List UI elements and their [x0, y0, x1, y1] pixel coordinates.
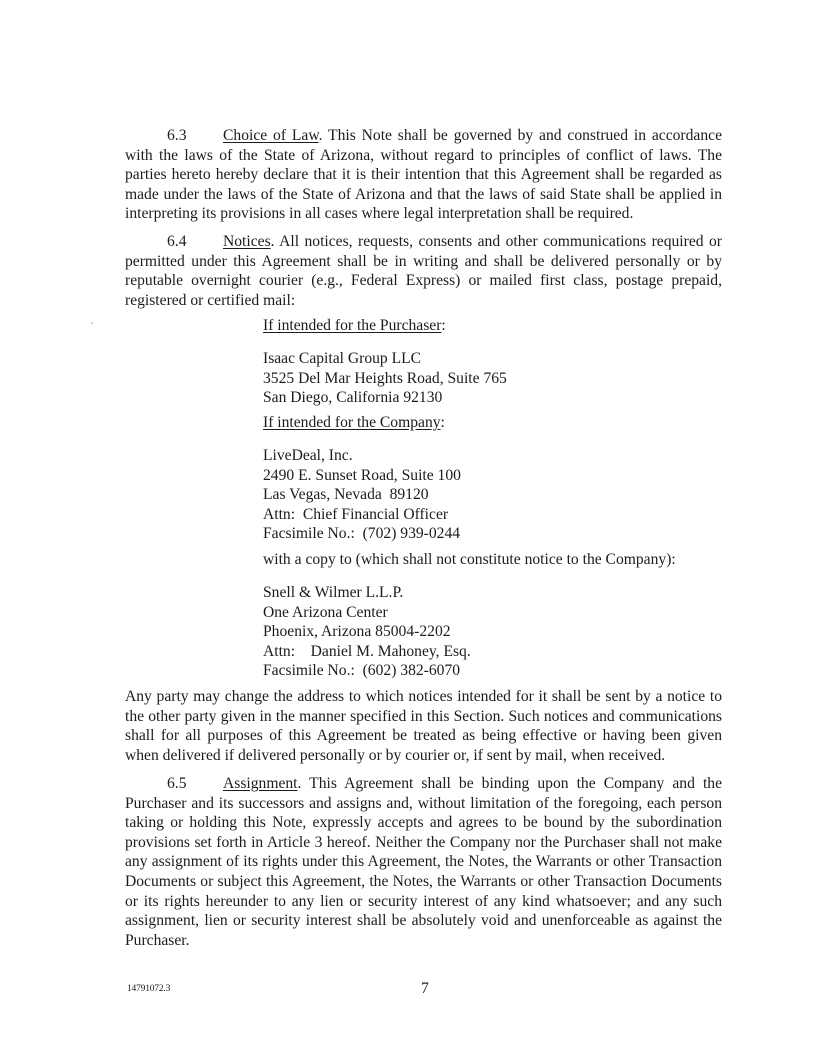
- address-line: Las Vegas, Nevada 89120: [263, 486, 429, 504]
- company-label-block: [263, 413, 723, 433]
- company-label: If intended for the Company: [263, 414, 441, 431]
- address-line: Snell & Wilmer L.L.P.: [263, 584, 404, 601]
- company-address: [263, 446, 723, 544]
- section-heading: Notices: [223, 233, 271, 250]
- address-line: Phoenix, Arizona 85004-2202: [263, 623, 451, 641]
- purchaser-label: If intended for the Purchaser: [263, 317, 442, 334]
- address-line: 3525 Del Mar Heights Road, Suite 765: [263, 369, 507, 387]
- section-heading: Assignment: [223, 775, 298, 792]
- colon: :: [440, 414, 445, 431]
- address-line: LiveDeal, Inc.: [263, 447, 353, 464]
- section-number: 6.4: [167, 233, 187, 250]
- section-6-3: [125, 126, 722, 224]
- scan-speck: [91, 322, 93, 324]
- section-6-5: [125, 774, 722, 950]
- change-of-address-paragraph: Any party may change the address to which notices intended for it shall be sent by a notice to the other party given in the manner specified in this Section. Such notices and communications shall for all purposes of this Agreement be treated as being effective or having been given when delivered if delivered personally or by courier or, if sent by mail, when received.: [125, 688, 722, 764]
- address-line: Facsimile No.: (702) 939-0244: [263, 525, 461, 543]
- address-line: Isaac Capital Group LLC: [263, 350, 422, 367]
- colon: :: [441, 317, 446, 334]
- document-id: 14791072.3: [127, 984, 171, 994]
- address-line: Attn: Chief Financial Officer: [263, 505, 449, 523]
- address-line: San Diego, California 92130: [263, 389, 443, 407]
- address-line: Facsimile No.: (602) 382-6070: [263, 662, 461, 680]
- page-number: 7: [421, 980, 429, 997]
- section-number: 6.3: [167, 127, 187, 144]
- purchaser-label-block: [263, 316, 723, 336]
- copy-address: [263, 583, 723, 681]
- section-number: 6.5: [167, 775, 187, 792]
- address-line: One Arizona Center: [263, 603, 388, 621]
- section-body: . All notices, requests, consents and other communications required or permitted under this Agreement shall be in writing and shall be delivered personally or by reputable overnight courier (e.g., Federal Express) or mailed first class, postage prepaid, registered or certified mail:: [125, 233, 722, 309]
- address-line: 2490 E. Sunset Road, Suite 100: [263, 466, 461, 484]
- copy-note: with a copy to (which shall not constitute notice to the Company):: [263, 551, 676, 568]
- address-line: Attn: Daniel M. Mahoney, Esq.: [263, 642, 471, 660]
- purchaser-address: [263, 349, 723, 408]
- section-6-4: [125, 232, 722, 310]
- section-body: . This Note shall be governed by and construed in accordance with the laws of the State of Arizona, without regard to principles of conflict of laws. The parties hereto hereby declare that it is their intention that this Agreement shall be regarded as made under the laws of the State of Arizona and that the laws of said State shall be applied in interpreting its provisions in all cases where legal interpretation shall be required.: [125, 127, 722, 223]
- section-body: . This Agreement shall be binding upon the Company and the Purchaser and its successors and assigns and, without limitation of the foregoing, each person taking or holding this Note, expressly accepts and agrees to be bound by the subordination provisions set forth in Article 3 hereof. Neither the Company nor the Purchaser shall not make any assignment of its rights under this Agreement, the Notes, the Warrants or other Transaction Documents or subject this Agreement, the Notes, the Warrants or other Transaction Documents or its rights hereunder to any lien or security interest of any kind whatsoever; and any such assignment, lien or security interest shall be absolutely void and unenforceable as against the Purchaser.: [125, 775, 722, 949]
- section-heading: Choice of Law: [223, 127, 319, 144]
